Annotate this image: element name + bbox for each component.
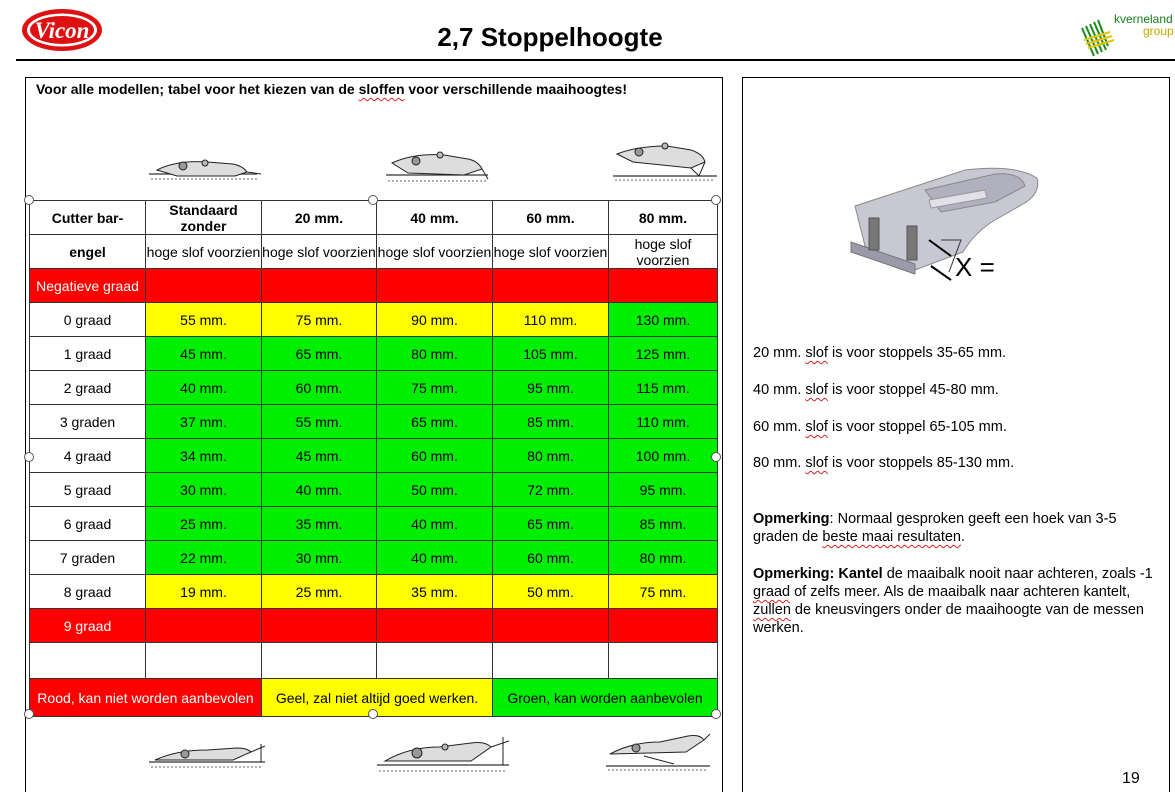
mower-diagram-bottom-1: [147, 740, 269, 770]
header-cell: hoge slof voorzien: [262, 235, 377, 269]
table-cell: 80 mm.: [493, 439, 609, 473]
note-1-label: Opmerking: [753, 511, 830, 527]
table-cell: 65 mm.: [262, 337, 377, 371]
table-cell: 50 mm.: [377, 473, 493, 507]
table-cell: 105 mm.: [493, 337, 609, 371]
table-cell: 65 mm.: [377, 405, 493, 439]
slof-word: slof: [805, 419, 828, 435]
table-row: [30, 507, 718, 541]
header-cell: hoge slof voorzien: [609, 235, 718, 269]
selection-handle[interactable]: [24, 195, 34, 205]
selection-handle[interactable]: [24, 709, 34, 719]
header-rule: [16, 59, 1175, 61]
note-1-squig: beste maai resultaten: [822, 529, 961, 545]
table-cell: [609, 269, 718, 303]
table-row: [30, 371, 718, 405]
table-cell: 130 mm.: [609, 303, 718, 337]
page-title: 2,7 Stoppelhoogte: [437, 22, 663, 52]
table-cell: 22 mm.: [146, 541, 262, 575]
table-row: [30, 439, 718, 473]
note-2: [753, 565, 1163, 637]
table-cell: 25 mm.: [146, 507, 262, 541]
table-cell: 40 mm.: [262, 473, 377, 507]
slof-word: slof: [805, 455, 828, 471]
intro-pre: Voor alle modellen; tabel voor het kiezen van de: [36, 81, 359, 97]
header-cell: 80 mm.: [609, 201, 718, 235]
slof-post: is voor stoppels 85-130 mm.: [827, 455, 1015, 471]
table-cell: 45 mm.: [146, 337, 262, 371]
row-label: 4 graad: [30, 439, 146, 473]
table-cell: 65 mm.: [493, 507, 609, 541]
legend-red: Rood, kan niet worden aanbevolen: [30, 679, 262, 717]
header-cell: 20 mm.: [262, 201, 377, 235]
table-cell: 75 mm.: [609, 575, 718, 609]
table-cell: 115 mm.: [609, 371, 718, 405]
note-2-squig: zullen: [753, 602, 791, 618]
selection-handle[interactable]: [711, 452, 721, 462]
kverneland-logo: [1080, 10, 1175, 58]
table-cell: 80 mm.: [377, 337, 493, 371]
table-cell: 25 mm.: [262, 575, 377, 609]
header-cell: Standaard zonder: [146, 201, 262, 235]
table-cell: 95 mm.: [493, 371, 609, 405]
stubble-height-table: [29, 200, 718, 717]
table-cell: 95 mm.: [609, 473, 718, 507]
slof-word: slof: [805, 382, 828, 398]
brand-right-line2: group: [1143, 24, 1174, 38]
empty-cell: [609, 643, 718, 679]
table-cell: 40 mm.: [377, 507, 493, 541]
note-2-text: de kneusvingers onder de maaihoogte van de messen werken.: [753, 602, 1144, 636]
header-cell: hoge slof voorzien: [493, 235, 609, 269]
header-cell: hoge slof voorzien: [377, 235, 493, 269]
empty-row: [30, 643, 718, 679]
table-cell: [493, 269, 609, 303]
table-cell: 80 mm.: [609, 541, 718, 575]
table-cell: 40 mm.: [377, 541, 493, 575]
table-cell: 34 mm.: [146, 439, 262, 473]
table-cell: 72 mm.: [493, 473, 609, 507]
table-cell: 45 mm.: [262, 439, 377, 473]
slof-line-60: [753, 418, 1163, 436]
table-cell: [262, 269, 377, 303]
table-cell: 110 mm.: [493, 303, 609, 337]
table-row: [30, 337, 718, 371]
table-cell: 110 mm.: [609, 405, 718, 439]
note-2-squig: graad: [753, 584, 791, 600]
table-cell: 35 mm.: [262, 507, 377, 541]
selection-handle[interactable]: [711, 195, 721, 205]
table-row: [30, 609, 718, 643]
table-cell: 19 mm.: [146, 575, 262, 609]
slof-post: is voor stoppel 45-80 mm.: [827, 382, 999, 398]
table-cell: 60 mm.: [377, 439, 493, 473]
x-equals-label: X =: [955, 252, 995, 282]
row-label: 7 graden: [30, 541, 146, 575]
table-cell: 100 mm.: [609, 439, 718, 473]
mower-diagram-bottom-3: [604, 730, 712, 772]
intro-text: [36, 81, 627, 97]
table-row: [30, 405, 718, 439]
slof-pre: 20 mm.: [753, 345, 806, 361]
row-label: 5 graad: [30, 473, 146, 507]
empty-cell: [262, 643, 377, 679]
table-cell: [262, 609, 377, 643]
selection-handle[interactable]: [711, 709, 721, 719]
note-1-text: : Normaal gesproken geeft een hoek van 3-5 graden de: [753, 511, 1117, 545]
table-cell: [609, 609, 718, 643]
row-label: 3 graden: [30, 405, 146, 439]
header-cell: 40 mm.: [377, 201, 493, 235]
table-cell: 55 mm.: [262, 405, 377, 439]
table-cell: 40 mm.: [146, 371, 262, 405]
brand-left-text: Vicon: [34, 18, 90, 43]
note-2-text: de maaibalk nooit naar achteren, zoals -1: [882, 566, 1153, 582]
table-cell: [493, 609, 609, 643]
table-cell: 75 mm.: [262, 303, 377, 337]
note-2-text: of zelfs meer. Als de maaibalk naar achteren kantelt,: [790, 584, 1131, 600]
selection-handle[interactable]: [368, 709, 378, 719]
table-header-row-1: [30, 201, 718, 235]
note-1: [753, 510, 1163, 546]
table-cell: 30 mm.: [146, 473, 262, 507]
slof-line-80: [753, 454, 1163, 472]
table-row: [30, 541, 718, 575]
empty-cell: [377, 643, 493, 679]
table-cell: 35 mm.: [377, 575, 493, 609]
slof-pre: 80 mm.: [753, 455, 806, 471]
header-cell: 60 mm.: [493, 201, 609, 235]
table-row: [30, 269, 718, 303]
table-cell: 85 mm.: [493, 405, 609, 439]
legend-yellow: Geel, zal niet altijd goed werken.: [262, 679, 493, 717]
table-cell: 60 mm.: [262, 371, 377, 405]
row-label: 9 graad: [30, 609, 146, 643]
mower-diagram-top-2: [384, 147, 490, 187]
table-cell: 75 mm.: [377, 371, 493, 405]
table-cell: 90 mm.: [377, 303, 493, 337]
selection-handle[interactable]: [368, 195, 378, 205]
table-cell: [377, 609, 493, 643]
empty-cell: [30, 643, 146, 679]
slof-post: is voor stoppel 65-105 mm.: [827, 419, 1007, 435]
table-cell: 37 mm.: [146, 405, 262, 439]
page-number: 19: [1122, 770, 1140, 787]
intro-post: voor verschillende maaihoogtes!: [404, 81, 628, 97]
mower-diagram-bottom-2: [375, 735, 513, 775]
table-row: [30, 473, 718, 507]
table-cell: 125 mm.: [609, 337, 718, 371]
row-label: 1 graad: [30, 337, 146, 371]
slof-illustration: [845, 160, 1041, 282]
header-cell: engel: [30, 235, 146, 269]
empty-cell: [146, 643, 262, 679]
selection-handle[interactable]: [24, 452, 34, 462]
legend-green: Groen, kan worden aanbevolen: [493, 679, 718, 717]
table-header-row-2: [30, 235, 718, 269]
slof-word: slof: [805, 345, 828, 361]
header-cell: hoge slof voorzien: [146, 235, 262, 269]
note-2-label: Opmerking: Kantel: [753, 566, 883, 582]
table-cell: 85 mm.: [609, 507, 718, 541]
table-row: [30, 575, 718, 609]
slof-pre: 40 mm.: [753, 382, 806, 398]
note-1-end: .: [960, 529, 966, 545]
slof-pre: 60 mm.: [753, 419, 806, 435]
empty-cell: [493, 643, 609, 679]
row-label: 6 graad: [30, 507, 146, 541]
brand-right-line1: kverneland: [1114, 12, 1173, 26]
slof-line-40: [753, 381, 1163, 399]
mower-diagram-top-3: [611, 138, 719, 182]
table-cell: 55 mm.: [146, 303, 262, 337]
row-label: 0 graad: [30, 303, 146, 337]
table-row: [30, 303, 718, 337]
row-label: 2 graad: [30, 371, 146, 405]
table-cell: 30 mm.: [262, 541, 377, 575]
slof-line-20: [753, 344, 1163, 362]
row-label: Negatieve graad: [30, 269, 146, 303]
slof-post: is voor stoppels 35-65 mm.: [827, 345, 1007, 361]
table-cell: [146, 609, 262, 643]
mower-diagram-top-1: [147, 152, 263, 184]
table-cell: [146, 269, 262, 303]
header-cell: Cutter bar-: [30, 201, 146, 235]
row-label: 8 graad: [30, 575, 146, 609]
table-cell: [377, 269, 493, 303]
table-cell: 60 mm.: [493, 541, 609, 575]
table-cell: 50 mm.: [493, 575, 609, 609]
intro-sloffen: sloffen: [358, 81, 405, 97]
